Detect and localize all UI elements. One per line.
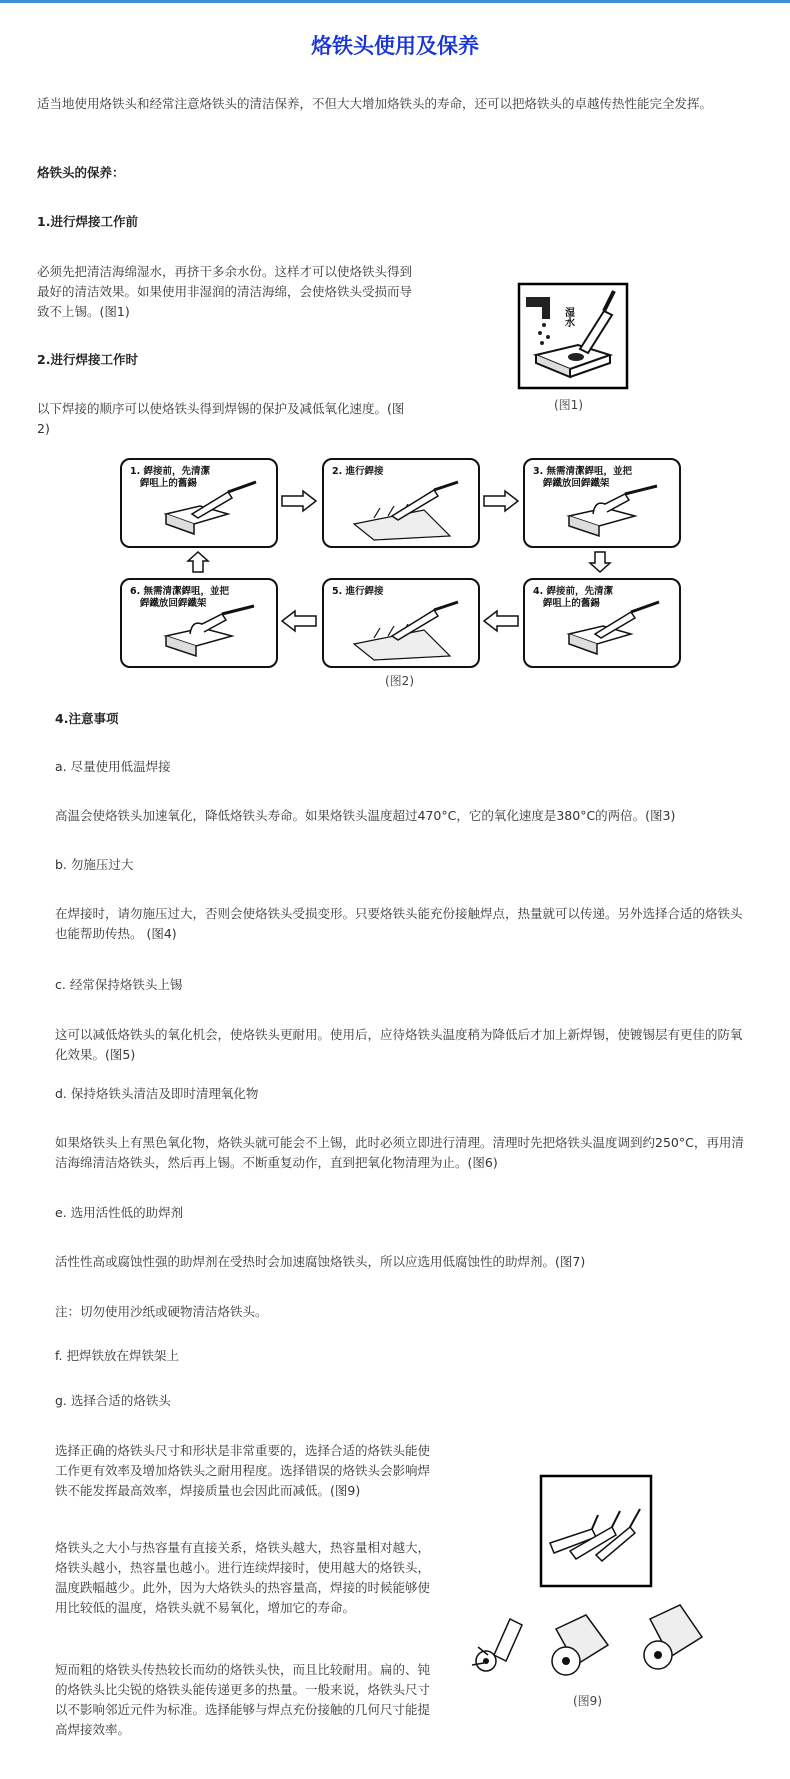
note-e-title: e. 选用活性低的助焊剂 [55, 1205, 184, 1220]
figure-2-caption: (图2) [385, 674, 414, 688]
arrow-left-1 [281, 610, 317, 632]
top-accent-bar [0, 0, 790, 3]
note-c-title: c. 经常保持烙铁头上锡 [55, 977, 183, 992]
notes-heading: 4.注意事项 [55, 711, 119, 726]
figure-2-step-4 [523, 578, 681, 668]
step-6-label: 6. 無需清潔銲咀，並把 銲鐵放回銲鐵架 [130, 586, 230, 609]
step-2-label: 2. 進行銲接 [332, 466, 384, 477]
figure-2-step-2 [322, 458, 480, 548]
note-b-text: 在焊接时，请勿施压过大，否则会使烙铁头受损变形。只要烙铁头能充份接触焊点，热量就可以传递。另外选择合适的烙铁头也能帮助传热。 (图4) [55, 906, 743, 941]
figure-2-step-6 [120, 578, 278, 668]
figure-1-label: 湿水 [562, 307, 574, 327]
iron-stand-icon [162, 606, 262, 658]
intro-paragraph: 适当地使用烙铁头和经常注意烙铁头的清洁保养，不但大大增加烙铁头的寿命，还可以把烙铁头的卓越传热性能完全发挥。 [37, 96, 713, 111]
arrow-right-1 [281, 490, 317, 512]
figure-9-caption: (图9) [573, 1694, 602, 1708]
step-5-label: 5. 進行銲接 [332, 586, 384, 597]
arrow-up [187, 551, 209, 573]
iron-cleaning-icon [162, 480, 262, 536]
step-1-label: 1. 銲接前，先清潔 銲咀上的舊錫 [130, 466, 211, 489]
iron-soldering-icon [354, 480, 464, 540]
note-e-text: 活性性高或腐蚀性强的助焊剂在受热时会加速腐蚀烙铁头，所以应选用低腐蚀性的助焊剂。(图7) [55, 1254, 586, 1269]
figure-2-step-3 [523, 458, 681, 548]
step2-heading: 2.进行焊接工作时 [37, 352, 138, 367]
note-g-text-3: 短而粗的烙铁头传热较长而幼的烙铁头快，而且比较耐用。扁的、钝的烙铁头比尖锐的烙铁头能传递更多的热量。一般来说，烙铁头尺寸以不影响邻近元件为标准。选择能够与焊点充份接触的几何尺寸能提高焊接效率。 [55, 1662, 431, 1737]
note-g-text-1: 选择正确的烙铁头尺寸和形状是非常重要的，选择合适的烙铁头能使工作更有效率及增加烙铁头之耐用程度。选择错误的烙铁头会影响焊铁不能发挥最高效率，焊接质量也会因此而减低。(图9) [55, 1443, 431, 1498]
figure-2-step-5 [322, 578, 480, 668]
step-3-label: 3. 無需清潔銲咀，並把 銲鐵放回銲鐵架 [533, 466, 633, 489]
note-f-title: f. 把焊铁放在焊铁架上 [55, 1348, 179, 1363]
iron-cleaning-icon [565, 600, 665, 656]
iron-stand-icon [565, 486, 665, 538]
figure-9-cross-sections [470, 1595, 720, 1685]
step1-heading: 1.进行焊接工作前 [37, 214, 138, 229]
note-d-title: d. 保持烙铁头清洁及即时清理氧化物 [55, 1086, 259, 1101]
note-g-title: g. 选择合适的烙铁头 [55, 1393, 171, 1408]
step2-text: 以下焊接的顺序可以使烙铁头得到焊锡的保护及减低氧化速度。(图2) [37, 401, 405, 436]
warning-note: 注：切勿使用沙纸或硬物清洁烙铁头。 [55, 1304, 268, 1319]
step1-text: 必须先把清洁海绵湿水，再挤干多余水份。这样才可以使烙铁头得到最好的清洁效果。如果使用非湿润的清洁海绵，会使烙铁头受损而导致不上锡。(图1) [37, 264, 413, 319]
arrow-left-2 [483, 610, 519, 632]
arrow-right-2 [483, 490, 519, 512]
iron-soldering-icon [354, 600, 464, 660]
note-g-text-2: 烙铁头之大小与热容量有直接关系，烙铁头越大，热容量相对越大，烙铁头越小，热容量也越小。进行连续焊接时，使用越大的烙铁头，温度跌幅越少。此外，因为大烙铁头的热容量高，焊接的时候能够使用比较低的温度，烙铁头就不易氧化，增加它的寿命。 [55, 1540, 431, 1615]
figure-9-tips-illustration [540, 1475, 652, 1587]
note-a-text: 高温会使烙铁头加速氧化，降低烙铁头寿命。如果烙铁头温度超过470°C，它的氧化速度是380°C的两倍。(图3) [55, 808, 676, 823]
note-b-title: b. 勿施压过大 [55, 857, 134, 872]
note-c-text: 这可以减低烙铁头的氧化机会，使烙铁头更耐用。使用后，应待烙铁头温度稍为降低后才加上新焊锡，使镀锡层有更佳的防氧化效果。(图5) [55, 1027, 743, 1062]
figure-1-illustration [518, 283, 628, 389]
note-a-title: a. 尽量使用低温焊接 [55, 759, 171, 774]
figure-1-caption: (图1) [554, 398, 583, 412]
arrow-down [589, 551, 611, 573]
step-4-label: 4. 銲接前，先清潔 銲咀上的舊錫 [533, 586, 614, 609]
maintenance-heading: 烙铁头的保养： [37, 165, 125, 180]
page-title: 烙铁头使用及保养 [311, 34, 479, 58]
figure-2-step-1 [120, 458, 278, 548]
note-d-text: 如果烙铁头上有黑色氧化物，烙铁头就可能会不上锡，此时必须立即进行清理。清理时先把烙铁头温度调到约250°C，再用清洁海绵清洁烙铁头，然后再上锡。不断重复动作，直到把氧化物清理为止。(图6) [55, 1135, 744, 1170]
